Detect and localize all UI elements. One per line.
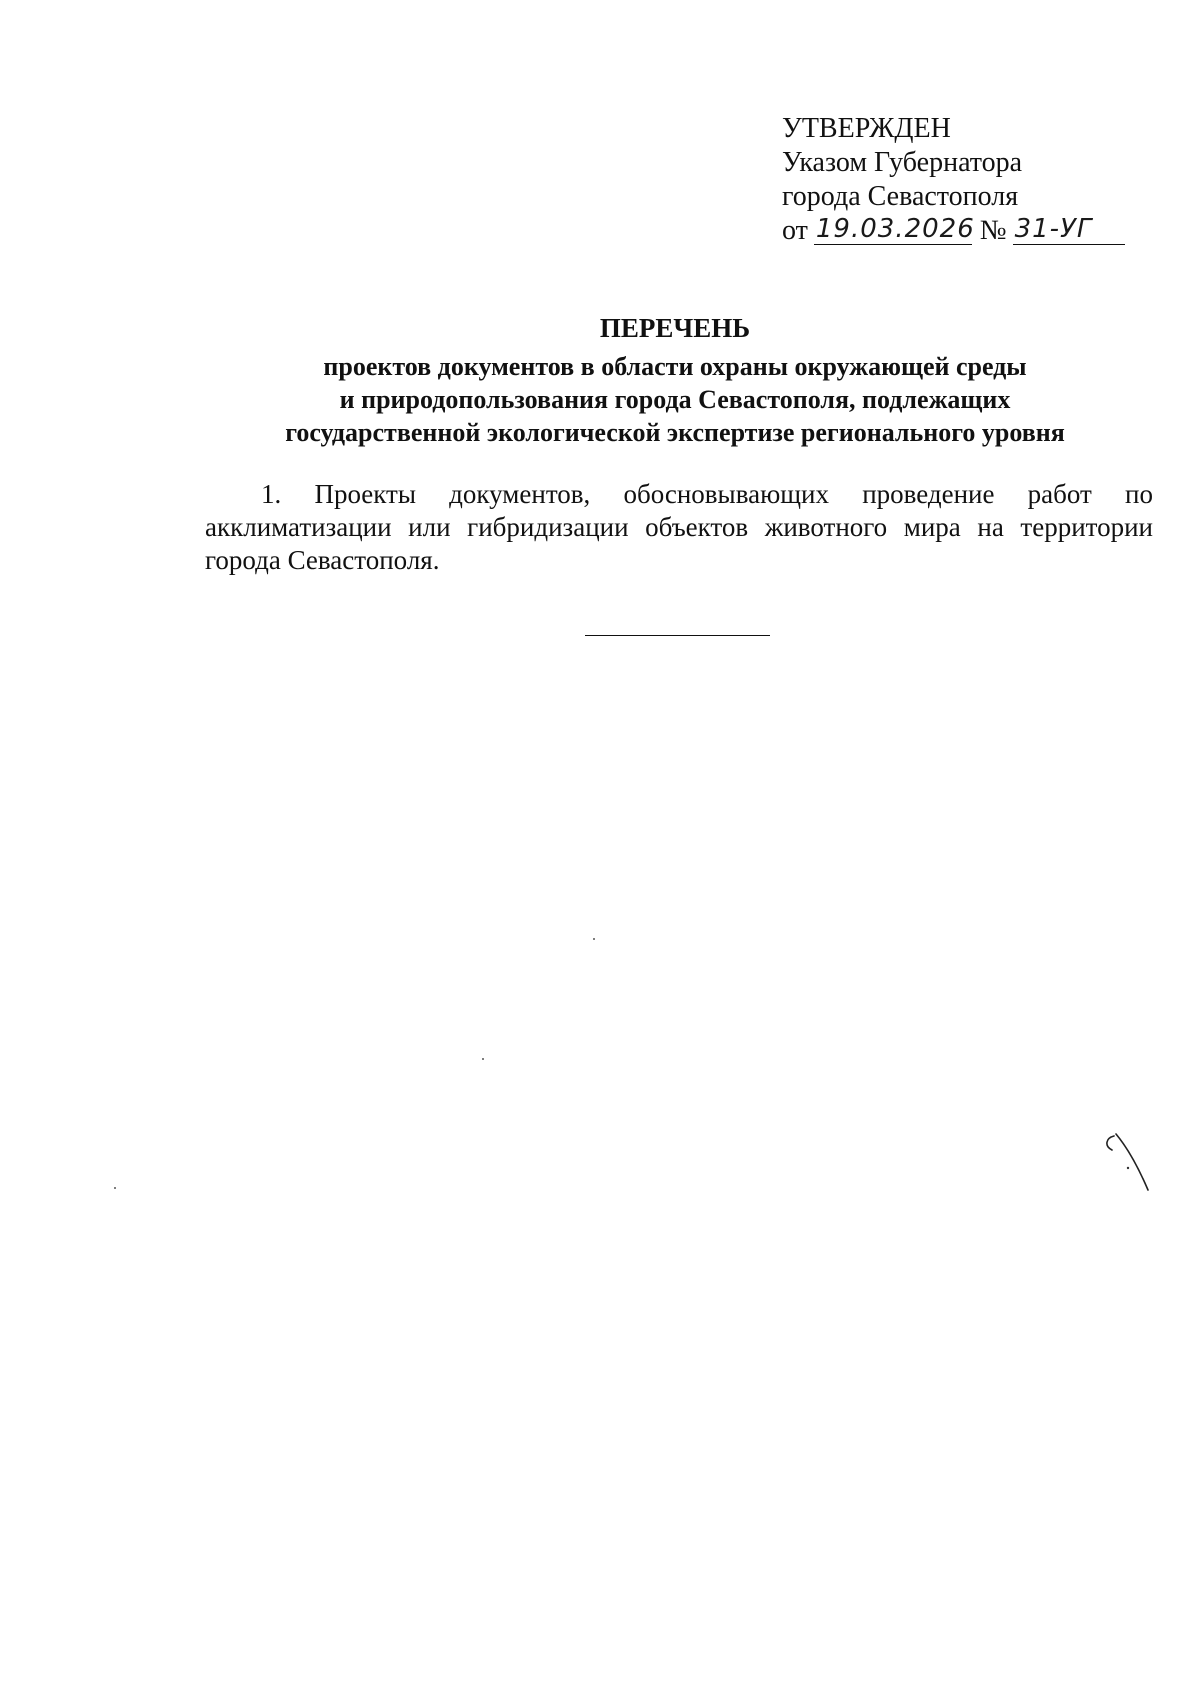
handwritten-number: 31-УГ: [1014, 214, 1093, 244]
scan-speck: [593, 938, 595, 940]
date-prefix: от: [782, 215, 808, 246]
approval-status: УТВЕРЖДЕН: [782, 113, 951, 144]
document-subtitle: [200, 350, 1150, 449]
approval-decree: Указом Губернатора: [782, 147, 1023, 178]
approval-city: города Севастополя: [782, 181, 1019, 212]
document-title: ПЕРЕЧЕНЬ: [599, 313, 751, 343]
approval-date-line: [782, 214, 1142, 248]
closing-rule: [585, 635, 770, 636]
subtitle-line-3: государственной экологической экспертизе регионального уровня: [285, 418, 1065, 447]
subtitle-line-1: проектов документов в области охраны окружающей среды: [323, 352, 1027, 381]
approval-stamp: [782, 112, 1142, 248]
scan-speck: [114, 1187, 116, 1189]
date-field: [814, 214, 975, 245]
list-item: 1. Проекты документов, обосновывающих проведение работ по акклиматизации или гибридизации объектов животного мира на территории города Севастополя.: [205, 479, 1153, 575]
number-field: [1013, 214, 1125, 245]
handwritten-date: 19.03.2026: [815, 214, 975, 244]
number-sign: №: [979, 215, 1007, 246]
handwritten-mark: [1100, 1128, 1160, 1198]
scan-speck: [482, 1058, 484, 1060]
subtitle-line-2: и природопользования города Севастополя, подлежащих: [339, 385, 1011, 414]
